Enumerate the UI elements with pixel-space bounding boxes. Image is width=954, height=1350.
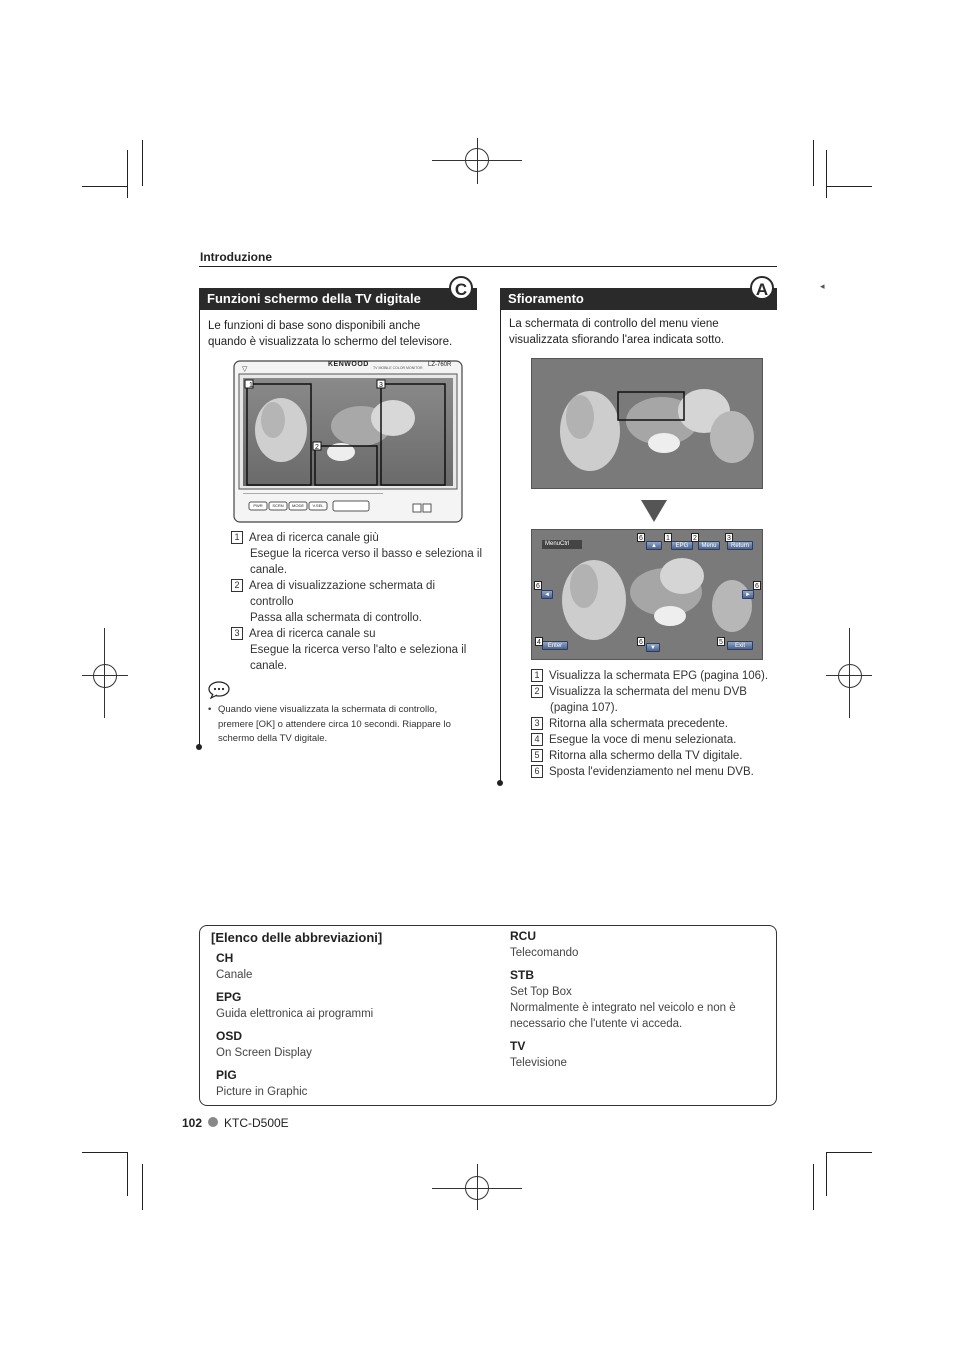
abbr-def-rcu: Telecomando [510,947,579,959]
right-item-5: 5 Ritorna alla schermo della TV digitale. [531,748,768,764]
right-intro: La schermata di controllo del menu viene visualizzata sfiorando l'area indicata sotto. [509,318,725,346]
right-button[interactable]: ► [742,590,754,599]
return-button[interactable]: Return [727,541,753,550]
svg-text:2: 2 [315,444,319,451]
right-item-4: 4 Esegue la voce di menu selezionata. [531,732,768,748]
right-items: 1 Visualizza la schermata EPG (pagina 106). 2 Visualizza la schermata del menu DVB (pagina 107). 3 Ritorna alla schermata precedente. 4 Esegue la voce di menu selezionata. 5 Ritorna alla schermo della TV digitale. 6 Sposta l'evidenziamento nel menu DVB. [531,668,768,780]
device-btn-pwr: PWR [253,503,263,508]
svg-text:▽: ▽ [242,366,248,373]
left-section-title: Funzioni schermo della TV digitale [199,288,477,310]
left-item-3: 3 Area di ricerca canale su Esegue la ricerca verso l'alto e seleziona il canale. [231,626,466,674]
right-item-3: 3 Ritorna alla schermata precedente. [531,716,768,732]
enter-button[interactable]: Enter [542,641,568,650]
callout-6-bottom: 6 [637,637,645,646]
header-rule [199,266,777,267]
right-column-dot [497,780,503,786]
callout-6-top: 6 [637,533,645,542]
svg-text:1: 1 [249,382,253,389]
callout-6-right: 6 [753,581,761,590]
abbr-term-tv: TV [510,1039,526,1053]
abbr-term-pig: PIG [216,1068,237,1082]
abbr-term-stb: STB [510,968,534,982]
margin-mark: ◂ [820,281,825,291]
up-button[interactable]: ▲ [646,541,662,550]
monitor-drawing [233,360,463,523]
exit-button[interactable]: Exit [727,641,753,650]
left-column-rule [199,310,200,746]
callout-3: 3 [725,533,733,542]
svg-text:3: 3 [379,382,383,389]
abbr-def-ch: Canale [216,969,253,981]
device-model: LZ-760R [428,362,452,368]
abbr-def-epg: Guida elettronica ai programmi [216,1008,374,1020]
abbr-def-stb: Set Top Box Normalmente è integrato nel veicolo e non è necessario che l'utente vi acceda. [510,986,736,1030]
right-item-6: 6 Sposta l'evidenziamento nel menu DVB. [531,764,768,780]
down-arrow-icon [641,500,667,527]
abbr-term-osd: OSD [216,1029,243,1043]
section-header: Introduzione [200,250,272,264]
callout-1: 1 [664,533,672,542]
menu-button[interactable]: Menu [698,541,720,550]
right-section-badge: A [750,276,774,300]
device-btn-scrn: SCRN [272,503,284,508]
callout-5: 5 [717,637,725,646]
epg-button[interactable]: EPG [671,541,693,550]
left-item-2: 2 Area di visualizzazione schermata di controllo Passa alla schermata di controllo. [231,578,435,626]
control-screen-photo [531,529,763,660]
abbr-def-osd: On Screen Display [216,1047,312,1059]
right-column-rule [500,310,501,782]
note-text: • Quando viene visualizzata la schermata di controllo, premere [OK] o attendere circa 10 secondi. Riappare lo schermo della TV digitale. [208,704,451,744]
right-section-title: Sfioramento [500,288,777,310]
page-number: 102 [182,1116,203,1130]
device-btn-vsel: V.SEL [312,503,324,508]
callout-6-left: 6 [534,581,542,590]
down-button[interactable]: ▼ [646,643,660,652]
callout-2: 2 [691,533,699,542]
abbr-def-pig: Picture in Graphic [216,1086,308,1098]
footer-dot [208,1117,218,1127]
left-button[interactable]: ◄ [541,590,553,599]
abbr-def-tv: Televisione [510,1057,567,1069]
menuctrl-label: MenuCtrl [542,540,582,549]
right-item-1: 1 Visualizza la schermata EPG (pagina 106). [531,668,768,684]
device-btn-mode: MODE [292,503,304,508]
device-tagline: TV MOBILE COLOR MONITOR [373,366,423,370]
monitor-illustration [233,360,463,523]
left-intro: Le funzioni di base sono disponibili anche quando è visualizzata lo schermo del televisore. [208,320,453,348]
abbr-term-epg: EPG [216,990,242,1004]
footer-model: KTC-D500E [224,1116,289,1130]
device-brand: KENWOOD [328,361,369,368]
abbr-term-ch: CH [216,951,234,965]
abbreviations-title: [Elenco delle abbreviazioni] [211,930,383,945]
speech-bubble-icon [208,681,230,704]
abbr-term-rcu: RCU [510,929,536,943]
left-section-badge: C [449,276,473,300]
tv-screen-photo [531,358,763,489]
callout-4: 4 [535,637,543,646]
right-item-2: 2 Visualizza la schermata del menu DVB [531,684,768,700]
left-item-1: 1 Area di ricerca canale giù Esegue la ricerca verso il basso e seleziona il canale. [231,530,482,578]
left-column-dot [196,744,202,750]
